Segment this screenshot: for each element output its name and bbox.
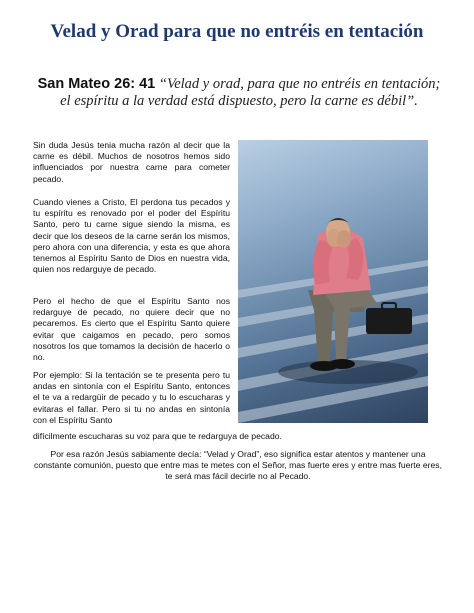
- paragraph-3: Pero el hecho de que el Espíritu Santo nos redarguye de pecado, no quiere decir que no pecaremos. Es cierto que el Espíritu Santo quiere evitar que caigamos en pecado, pero somos nosotros los que tomamos la decisión de hacerlo o no.: [33, 296, 230, 363]
- paragraph-2: Cuando vienes a Cristo, El perdona tus pecados y tu espíritu es renovado por el poder del Espíritu Santo, pero tu carne sigue siendo la misma, es decir que los deseos de la carne serán los mismos, pero ahora con una diferencia, y esta es que ahora tenemos al Espíritu Santo de Dios en nuestra vida, quien nos redarguye de pecado.: [33, 197, 230, 275]
- verse-reference: San Mateo 26: 41: [37, 76, 156, 92]
- photo-illustration: [238, 140, 428, 423]
- paragraph-4: Por ejemplo: Si la tentación se te presenta pero tu andas en sintonía con el Espíritu Santo, entonces el te va a redargüir de pecado y tu lo escucharas y evitaras el fallar. Pero si tu no andas en sintonía con el Espíritu Santo: [33, 370, 230, 425]
- paragraph-5: Por esa razón Jesús sabiamente decía: “Velad y Orad”, eso significa estar atentos y mantener una constante comunión, puesto que entre mas te metes con el Señor, mas fuerte eres y entre mas fuerte eres, te será mas fácil decirle no al Pecado.: [34, 449, 442, 482]
- man-praying-on-steps-photo: [238, 140, 428, 423]
- paragraph-4-continuation: difícilmente escucharas su voz para que te redarguya de pecado.: [33, 431, 282, 441]
- verse-block: [34, 76, 444, 110]
- page-title: Velad y Orad para que no entréis en tentación: [50, 21, 424, 42]
- paragraph-1: Sin duda Jesús tenia mucha razón al decir que la carne es débil. Muchos de nosotros hemos sido influenciados por nuestra carne para cometer pecado.: [33, 140, 230, 184]
- verse-quote: “Velad y orad, para que no entréis en tentación; el espíritu a la verdad está dispuesto, pero la carne es débil”.: [60, 76, 441, 109]
